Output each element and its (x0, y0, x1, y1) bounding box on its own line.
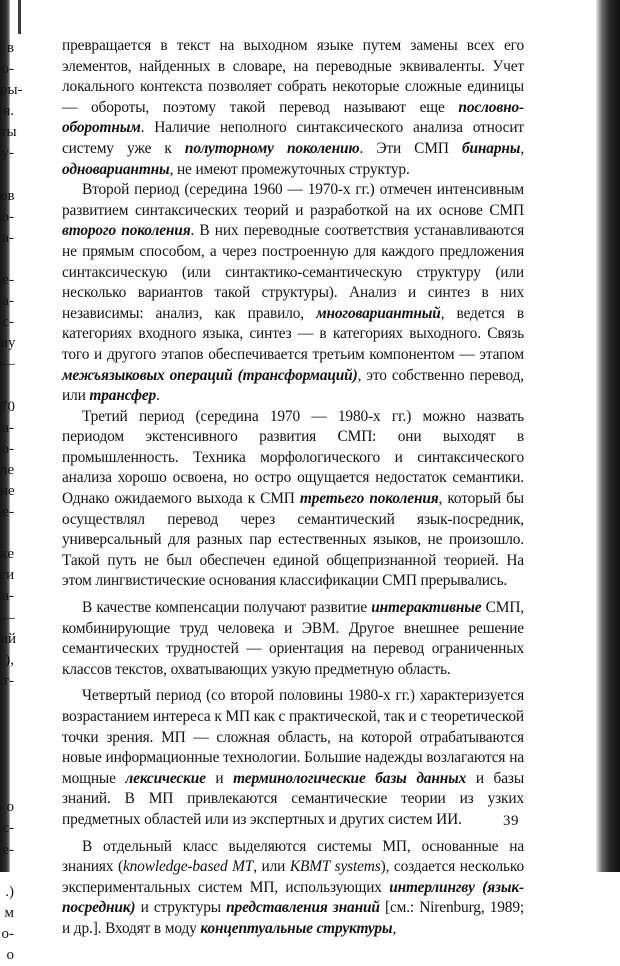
gutter-fragment: м (4, 904, 14, 921)
paragraph-6 (62, 837, 524, 940)
text-run: . Наличие неполного синтаксического анализа относит систему уже к (62, 119, 524, 157)
text-run: . Эти СМП (359, 139, 462, 157)
text-run: , или (253, 858, 290, 876)
gutter-fragment: у- (1, 145, 14, 162)
gutter-fragment: т- (2, 672, 14, 689)
text-run: превращается в текст на выходном языке путем замены всех его элементов, найденных в словаре, на переводные эквиваленты. Учет локального контекста позволяет собрать некоторые сложные единицы — обороты, поэтому такой перевод называют еще (62, 37, 524, 116)
text-run: Третий период (середина 1970 — 1980-х гг.) можно назвать периодом экстенсивного развития СМП: они выходят в промышленность. Техника морфологического и синтаксического анализа хорошо освоена, но остро ощущается недостаток семантики. Однако ожидаемого выхода к СМП (62, 407, 524, 508)
text-run: . В них переводные соответствия устанавливаются не прямым способом, а через построенную для каждого предложения синтаксическую (или синтактико-семантическую структуру (или несколько вариантов такой структуры). Анализ и синтез в них независимы: анализ, как правило, (62, 222, 524, 322)
emphasized-term: пословно-оборотным (62, 98, 524, 137)
text-run: Четвертый период (со второй половины 1980-х гг.) характеризуется возрастанием интереса к МП как с практической, так и с теоретической точки зрения. МП — сложная область, на которой отрабатываются новые информационные технологии. Большие надежды возлагаются на мощные (62, 687, 524, 787)
gutter-fragment: а- (2, 588, 14, 605)
gutter-fragment: о- (1, 61, 14, 78)
emphasized-term: третьего поколения (299, 490, 439, 508)
previous-page-fragments (0, 38, 23, 966)
gutter-fragment: — (0, 609, 15, 626)
gutter-fragment: я. (3, 103, 14, 120)
text-run: ), создается несколько экспериментальных систем МП, использующих (62, 858, 524, 896)
gutter-fragment: — (0, 356, 15, 373)
emphasized-term: многовариантный (316, 304, 441, 322)
emphasized-term: полуторному поколению (184, 139, 360, 157)
text-run: Второй период (середина 1960 — 1970-х гг.) отмечен интенсивным развитием синтаксических теорий и разработкой на их основе СМП (62, 181, 524, 219)
gutter-fragment: .) (5, 883, 14, 900)
gutter-fragment: ов (0, 187, 15, 204)
gutter-fragment: е- (2, 504, 14, 521)
emphasized-term: интерактивные (371, 599, 482, 617)
emphasized-term: бинарны (461, 139, 521, 157)
gutter-fragment: иу (0, 335, 16, 352)
gutter-fragment (0, 861, 14, 882)
text-run: , не имеют промежуточных структур. (169, 160, 410, 178)
gutter-fragment (0, 165, 14, 186)
text-run: , ведется в категориях входного языка, синтез — в категориях выходного. Связь того и другого этапов обеспечивается третьим компонентом — этапом (62, 304, 524, 363)
gutter-fragment: ), (5, 651, 14, 668)
gutter-fragment: о- (1, 440, 14, 457)
text-run: , это собственно перевод, или (62, 366, 524, 405)
text-run: , (520, 139, 525, 157)
gutter-fragment: ие (0, 482, 15, 499)
emphasized-term: концептуальные структуры (200, 919, 393, 937)
text-run: . (156, 387, 160, 405)
gutter-fragment: ры- (0, 82, 23, 99)
text-run: В отдельный класс выделяются системы МП, основанные на знаниях ( (62, 837, 524, 876)
text-run: и (205, 769, 234, 787)
paragraph-3 (62, 407, 524, 592)
gutter-fragment: о- (1, 208, 14, 225)
page-number: 39 (503, 813, 519, 829)
gutter-fragment: ги (0, 567, 15, 584)
body-text (62, 36, 524, 940)
emphasized-term: одновариантны (62, 160, 170, 178)
gutter-fragment (0, 755, 14, 776)
italic-term: KBMT systems (289, 858, 381, 876)
gutter-fragment: ке (0, 546, 14, 563)
emphasized-term: представления знаний (226, 899, 380, 917)
emphasized-term: интерлингву (язык-посредник) (62, 878, 524, 917)
gutter-fragment: ий (0, 630, 17, 647)
gutter-fragment: е- (2, 841, 14, 858)
page-edge-shadow (596, 0, 620, 872)
text-run: и структуры (135, 899, 227, 917)
binding-fleck (18, 0, 21, 34)
text-run: В качестве компенсации получают развитие (82, 599, 372, 617)
paragraph-1 (62, 36, 524, 180)
emphasized-term: лексические (125, 769, 206, 787)
gutter-fragment: о- (1, 925, 14, 942)
paragraph-4 (62, 598, 524, 680)
gutter-fragment (0, 249, 14, 270)
emphasized-term: терминологические базы данных (233, 769, 467, 787)
text-run: , который бы осуществлял перевод через семантический язык-посредник, универсальный для разных пар естественных языков, не произошло. Такой путь не был обеспечен единой общепризнанной теорией. На этом лингвистические основания классификации СМП прерывались. (62, 490, 524, 590)
text-run: [см.: Nirenburg, 1989; и др.]. Входят в моду (62, 899, 525, 937)
gutter-fragment (0, 776, 14, 797)
emphasized-term: второго поколения (62, 222, 191, 240)
gutter-fragment (0, 692, 14, 713)
emphasized-term: межъязыковых операций (трансформаций) (62, 366, 358, 384)
gutter-fragment: а- (2, 229, 14, 246)
gutter-fragment: с- (2, 314, 14, 331)
gutter-fragment: ле (0, 461, 15, 478)
gutter-fragment: 70 (0, 398, 15, 415)
gutter-fragment: с- (2, 820, 14, 837)
paragraph-5 (62, 686, 524, 830)
gutter-fragment: е- (2, 272, 14, 289)
text-run: и базы знаний. В МП привлекаются семантические теории из узких предметных областей или из экспертных и других систем ИИ. (62, 769, 525, 828)
text-run: , (392, 919, 397, 937)
gutter-fragment: ты (0, 124, 17, 141)
gutter-fragment: а- (2, 419, 14, 436)
text-run: СМП, комбинирующие труд человека и ЭВМ. Другое внешнее решение семантических трудностей — ориентация на перевод ограниченных классов текстов, охватывающих узкую предметную область. (62, 599, 524, 678)
gutter-fragment: о (6, 947, 14, 964)
gutter-fragment: а- (2, 293, 14, 310)
gutter-fragment: в (6, 40, 14, 56)
gutter-fragment (0, 523, 14, 544)
gutter-fragment (0, 734, 14, 755)
emphasized-term: трансфер (89, 387, 157, 405)
italic-term: knowledge-based MT (122, 858, 254, 876)
gutter-fragment: о (6, 799, 14, 816)
gutter-fragment (0, 713, 14, 734)
paragraph-2 (62, 180, 524, 407)
gutter-fragment (0, 376, 14, 397)
